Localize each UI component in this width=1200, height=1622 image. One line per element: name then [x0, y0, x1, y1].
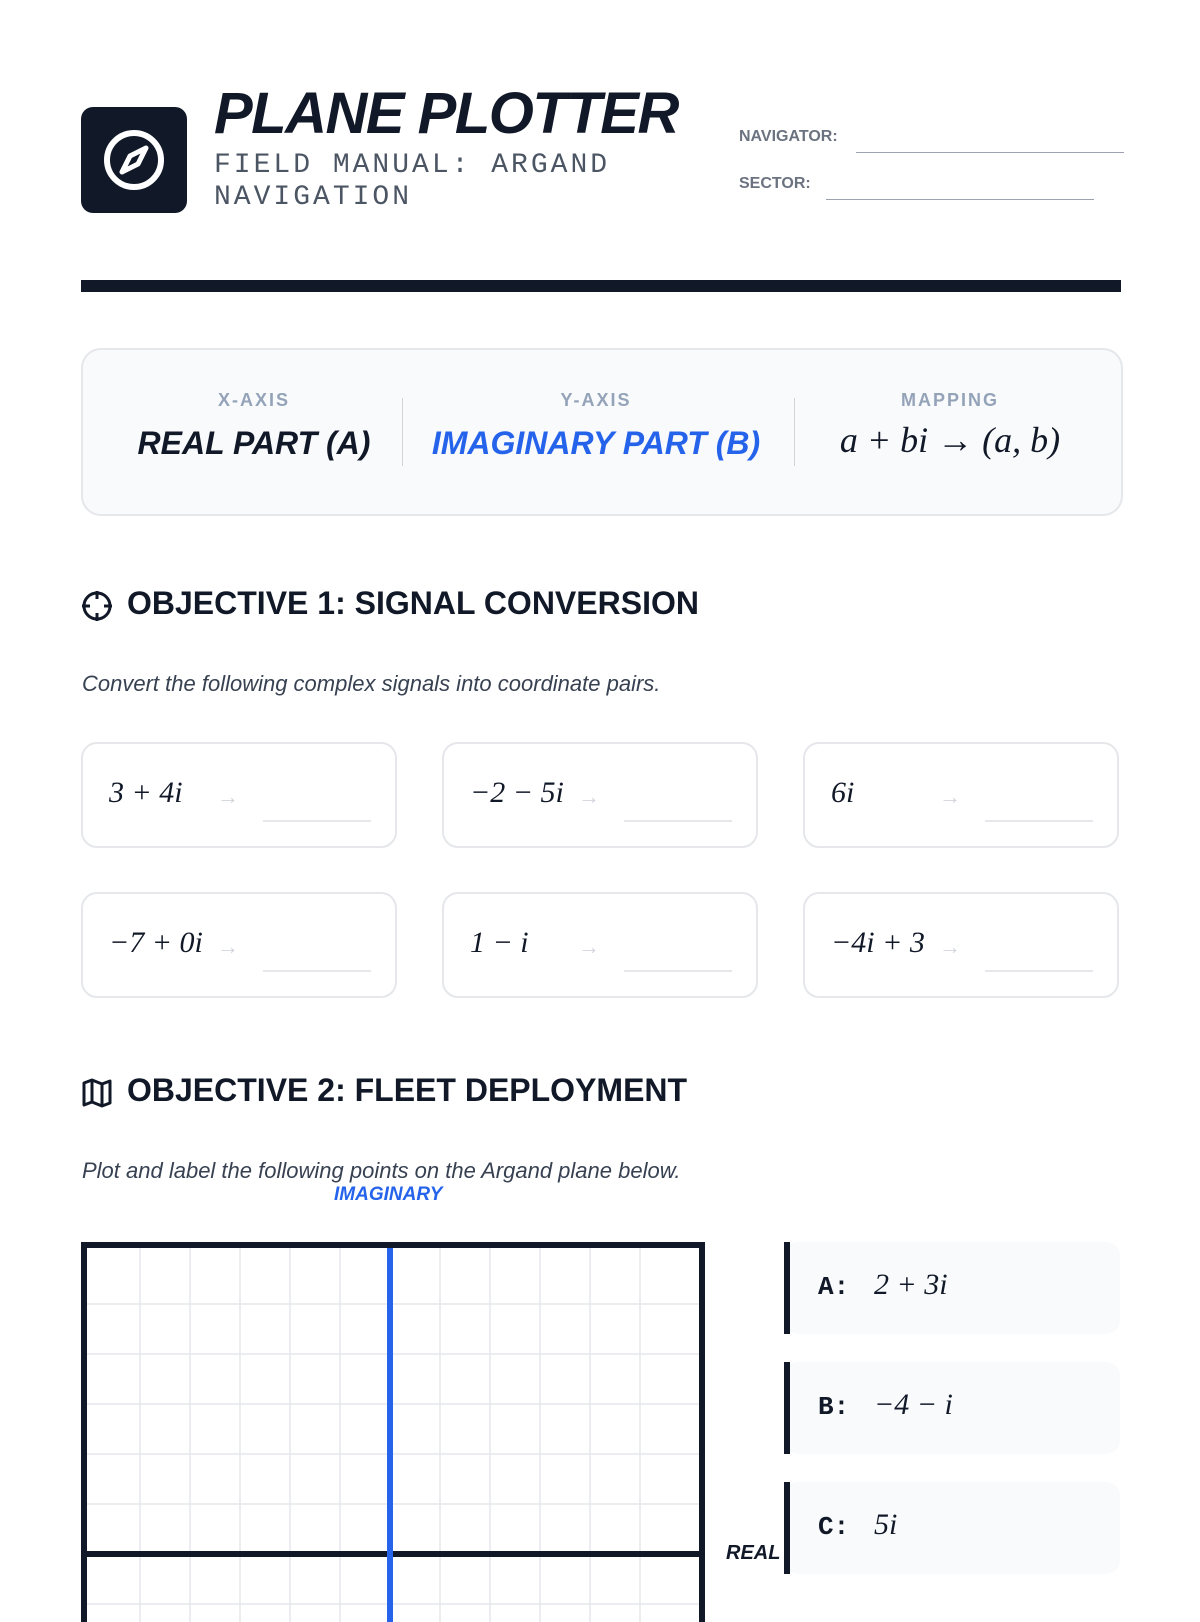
- header-divider: [81, 280, 1121, 292]
- objective-1-instruction: Convert the following complex signals into coordinate pairs.: [82, 671, 661, 696]
- legend-divider: [794, 398, 795, 466]
- x-axis-heading: X-AXIS: [217, 390, 290, 410]
- argand-plane[interactable]: [81, 1242, 705, 1622]
- imaginary-axis-label: IMAGINARY: [334, 1184, 443, 1205]
- plane-grid: [87, 1248, 699, 1622]
- mapping-value: a + bi → (a, b): [839, 420, 1061, 460]
- mapping-heading: MAPPING: [900, 390, 999, 410]
- map-icon: [81, 1077, 113, 1109]
- real-axis-label: REAL: [726, 1542, 781, 1564]
- objective-2-instruction: Plot and label the following points on the Argand plane below.: [82, 1158, 681, 1183]
- point-label: A:: [818, 1272, 850, 1302]
- point-accent-bar: [784, 1482, 790, 1574]
- signal-expression: 6i: [831, 776, 855, 809]
- crosshair-icon: [81, 590, 113, 622]
- signal-expression: −2 − 5i: [470, 776, 564, 809]
- point-card-c: [784, 1482, 1120, 1574]
- axis-legend: [81, 348, 1123, 516]
- point-expression: −4 − i: [874, 1388, 953, 1421]
- mapping-legend: [799, 390, 1101, 461]
- y-axis-value: IMAGINARY PART (B): [431, 425, 761, 461]
- answer-field[interactable]: [985, 970, 1093, 972]
- point-expression: 2 + 3i: [874, 1268, 948, 1301]
- arrow-icon: →: [578, 784, 600, 809]
- arrow-icon: →: [217, 934, 239, 959]
- answer-field[interactable]: [263, 970, 371, 972]
- signal-expression: 1 − i: [470, 926, 529, 959]
- answer-field[interactable]: [624, 970, 732, 972]
- signal-card: [81, 892, 397, 998]
- signal-card: [442, 742, 758, 848]
- signal-expression: −4i + 3: [831, 926, 925, 959]
- signal-expression: −7 + 0i: [109, 926, 203, 959]
- answer-field[interactable]: [985, 820, 1093, 822]
- arrow-icon: →: [217, 784, 239, 809]
- signal-card: [442, 892, 758, 998]
- x-axis-value: REAL PART (A): [137, 425, 371, 461]
- signal-expression: 3 + 4i: [109, 776, 183, 809]
- page-title: PLANE PLOTTER: [214, 81, 678, 146]
- point-expression: 5i: [874, 1508, 898, 1541]
- answer-field[interactable]: [263, 820, 371, 822]
- sector-label: SECTOR:: [739, 175, 811, 192]
- objective-1-title: OBJECTIVE 1: SIGNAL CONVERSION: [127, 585, 699, 621]
- point-label: C:: [818, 1512, 850, 1542]
- point-card-b: [784, 1362, 1120, 1454]
- point-accent-bar: [784, 1242, 790, 1334]
- y-axis-legend: [413, 390, 779, 462]
- navigator-label: NAVIGATOR:: [739, 128, 838, 145]
- page-subtitle: FIELD MANUAL: ARGAND NAVIGATION: [214, 150, 611, 213]
- sector-field[interactable]: [826, 199, 1094, 200]
- point-accent-bar: [784, 1362, 790, 1454]
- objective-2-title: OBJECTIVE 2: FLEET DEPLOYMENT: [127, 1072, 688, 1108]
- signal-card: [81, 742, 397, 848]
- arrow-icon: →: [939, 784, 961, 809]
- arrow-icon: →: [578, 934, 600, 959]
- signal-card: [803, 742, 1119, 848]
- point-label: B:: [818, 1392, 850, 1422]
- answer-field[interactable]: [624, 820, 732, 822]
- signal-card: [803, 892, 1119, 998]
- compass-logo: [81, 107, 187, 213]
- compass-icon: [101, 127, 167, 193]
- point-card-a: [784, 1242, 1120, 1334]
- navigator-field[interactable]: [856, 152, 1124, 153]
- legend-divider: [402, 398, 403, 466]
- y-axis-heading: Y-AXIS: [560, 390, 632, 410]
- x-axis-legend: [123, 390, 385, 462]
- arrow-icon: →: [939, 934, 961, 959]
